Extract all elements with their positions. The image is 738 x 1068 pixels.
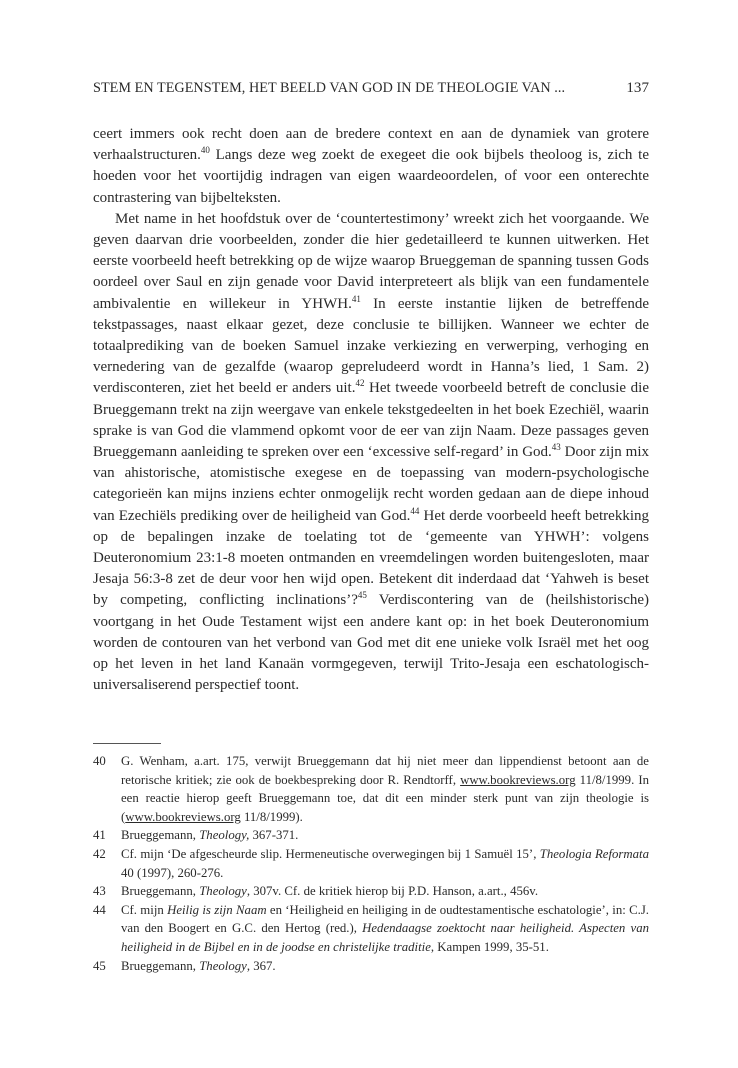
footnote-41	[93, 826, 649, 845]
footnote-text: Brueggemann,	[121, 828, 200, 843]
paragraph-1-text-a: ceert immers ook recht doen aan de bredere context en aan de dynamiek van grotere verhaalstructuren.	[93, 126, 649, 164]
footnote-text: G. Wenham, a.art. 175, verwijt Brueggemann dat hij niet meer dan lippendienst betoont aan de retorische kritiek; zie ook de boekbespreking door R. Rendtorff,	[121, 754, 649, 787]
footnote-number: 40	[93, 754, 106, 768]
footnote-text: 367-371.	[249, 828, 299, 843]
footnote-ref-44[interactable]: 44	[410, 505, 420, 516]
footnote-44	[93, 901, 649, 957]
footnote-text: , 307v. Cf. de kritiek hierop bij P.D. Hanson, a.art., 456v.	[246, 884, 539, 899]
footnote-text: Brueggemann,	[121, 884, 200, 899]
footnote-text: Cf. mijn	[121, 902, 168, 917]
footnote-number: 45	[93, 958, 106, 973]
bookreviews-link[interactable]: www.bookreviews.org	[125, 809, 241, 824]
footnote-text: Brueggemann,	[121, 958, 200, 973]
footnote-title: Theologia Reformata	[539, 846, 649, 861]
footnote-number: 44	[93, 902, 106, 917]
footnote-45	[93, 957, 649, 976]
footnote-text: 40 (1997), 260-276.	[121, 865, 224, 880]
paragraph-2-text-a: Met name in het hoofdstuk over de ‘countertestimony’ wreekt zich het voorgaande. We geven daarvan drie voorbeelden, zonder die hier gedetailleerd te kunnen uitwerken. Het eerste voorbeeld heeft betrekking op de wijze waarop Brueggeman de spanning tussen Gods oordeel over Saul en zijn genade voor David interpreteert als blijk van een fundamentele ambivalentie en willekeur in YHWH.	[93, 210, 649, 312]
footnote-ref-41[interactable]: 41	[351, 293, 361, 304]
footnote-ref-45[interactable]: 45	[357, 590, 367, 601]
paragraph-1	[93, 124, 649, 209]
paragraph-2-text-d: Door zijn mix van ahistorische, atomistische exegese en de toepassing van modern-psychologische categorieën kan mijns inziens echter onmogelijk recht worden gedaan aan de diepe inhoud van Ezechiëls prediking over de heiligheid van God.	[93, 444, 649, 524]
running-head-title: STEM EN TEGENSTEM, HET BEELD VAN GOD IN DE THEOLOGIE VAN ...	[93, 80, 566, 96]
footnote-number: 41	[93, 828, 106, 843]
paragraph-2	[93, 209, 649, 697]
footnote-ref-42[interactable]: 42	[355, 378, 365, 389]
footnote-title: Heilig is zijn Naam	[167, 902, 267, 917]
footnote-text: en ‘Heiligheid en heiliging in de oudtestamentische eschatologie’, in: C.J. van den Boogert en G.C. den Hertog (red.),	[121, 902, 650, 936]
footnote-separator	[93, 743, 161, 744]
page-number: 137	[626, 80, 649, 96]
footnote-number: 42	[93, 846, 106, 861]
footnote-text: , Kampen 1999, 35-51.	[430, 939, 549, 954]
footnote-text: , 367.	[246, 958, 276, 973]
paragraph-1-text-b: Langs deze weg zoekt de exegeet die ook bijbels theoloog is, zich te hoeden voor het voortijdig indragen van eigen waardeoordelen, of voor een onterechte contrastering van bijbelteksten.	[93, 147, 649, 206]
paragraph-2-text-f: Verdiscontering van de (heilshistorische) voortgang in het Oude Testament wijst een andere kant op: in het boek Deuteronomium worden de contouren van het verbond van God met dit ene unieke volk Israël met het oog op het leven in het land Kanaän vormgegeven, terwijl Trito-Jesaja een eschatologisch-universaliserend perspectief toont.	[93, 592, 649, 694]
footnote-text: 11/8/1999. In een reactie hierop geeft Brueggemann toe, dat dit een minder sterk punt van zijn theologie is (	[121, 772, 649, 824]
footnote-text: 11/8/1999).	[240, 809, 303, 824]
footnote-title: Theology	[199, 884, 247, 899]
footnote-40	[93, 752, 649, 826]
bookreviews-link[interactable]: www.bookreviews.org	[460, 772, 576, 787]
body-text	[93, 124, 649, 696]
footnotes	[93, 752, 649, 975]
footnote-ref-40[interactable]: 40	[200, 145, 210, 156]
footnote-title: Theology,	[199, 828, 250, 843]
paragraph-2-text-b: In eerste instantie lijken de betreffende tekstpassages, naast elkaar gezet, deze conclusie te billijken. Wanneer we echter de totaalprediking van de boeken Samuel inzake verkiezing en verwerping, verhoging en vernedering van de gezalfde (waarop gepreludeerd wordt in Hanna’s lied, 1 Sam. 2) verdisconteren, ziet het beeld er anders uit.	[93, 295, 649, 397]
footnote-title: Theology	[199, 958, 247, 973]
paragraph-2-text-e: Het derde voorbeeld heeft betrekking op de bepalingen inzake de toelating tot de ‘gemeente van YHWH’: volgens Deuteronomium 23:1-8 moeten ontmanden en vreemdelingen worden buitengesloten, maar Jesaja 56:3-8 zet de deur voor hen wijd open. Betekent dit inderdaad dat ‘Yahweh is beset by competing, conflicting inclinations’?	[93, 507, 649, 609]
footnote-ref-43[interactable]: 43	[551, 442, 561, 453]
footnote-42	[93, 845, 649, 882]
footnote-text: Cf. mijn ‘De afgescheurde slip. Hermeneutische overwegingen bij 1 Samuël 15’,	[121, 846, 540, 861]
footnote-43	[93, 882, 649, 901]
paragraph-2-text-c: Het tweede voorbeeld betreft de conclusie die Brueggemann trekt na zijn weergave van enkele tekstgedeelten in het boek Ezechiël, waarin sprake is van God die vlammend opkomt voor de eer van zijn Naam. Deze passages geven Brueggemann aanleiding te spreken over een ‘excessive self-regard’ in God.	[93, 380, 649, 461]
footnote-title: Hedendaagse zoektocht naar heiligheid. Aspecten van heiligheid in de Bijbel en in de joodse en christelijke traditie	[121, 921, 649, 954]
footnote-number: 43	[93, 884, 106, 899]
running-head	[93, 78, 649, 98]
